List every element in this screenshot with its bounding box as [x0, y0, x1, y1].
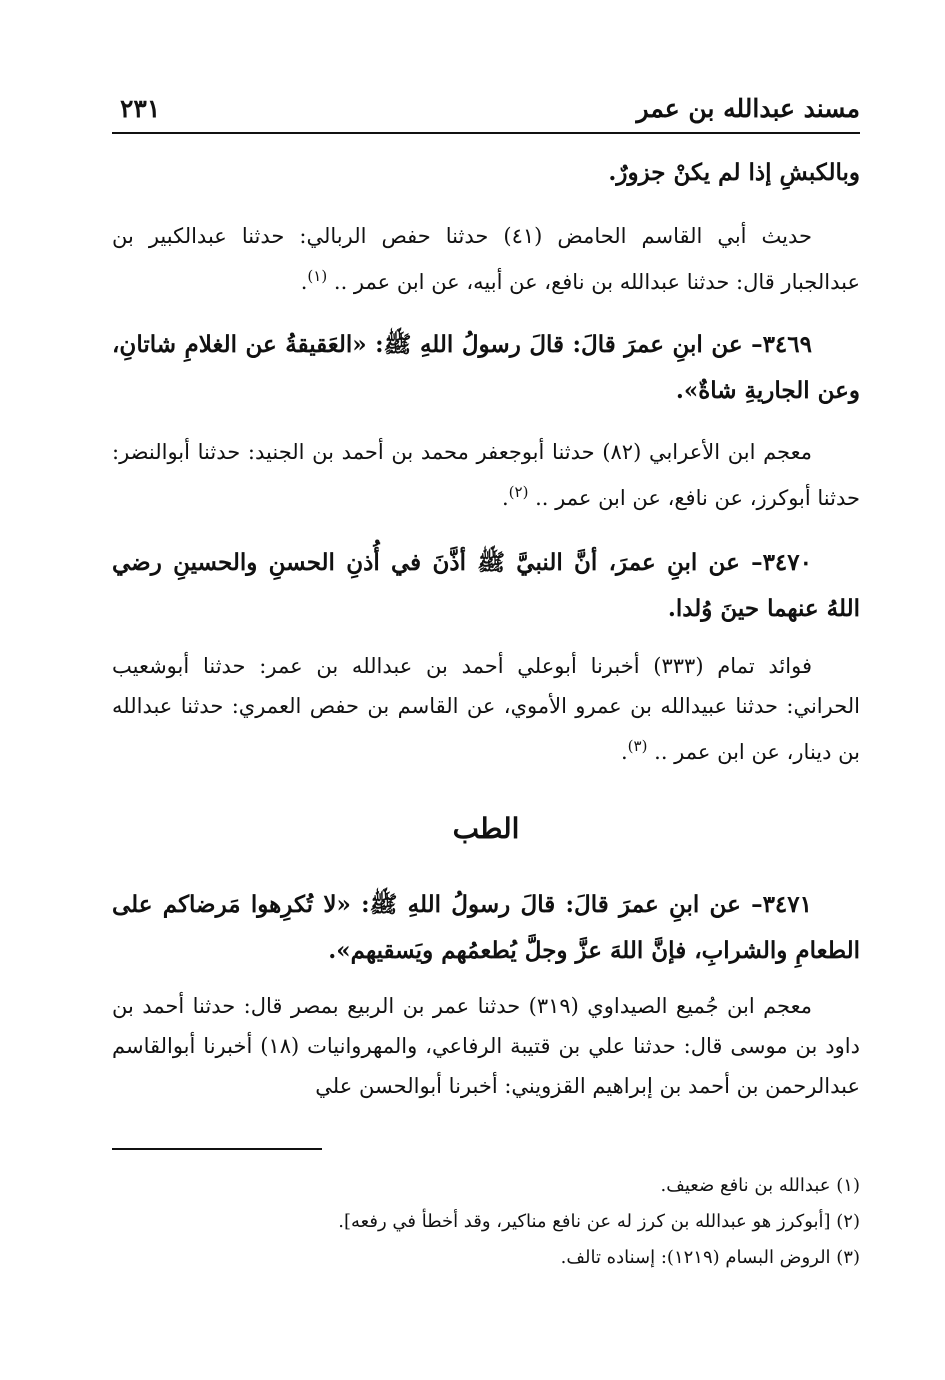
footnote-1: (١) عبدالله بن نافع ضعيف.	[660, 1175, 860, 1196]
source-paragraph-1: حديث أبي القاسم الحامض (٤١) حدثنا حفص الربالي: حدثنا عبدالكبير بن عبدالجبار قال: حدثنا عبدالله بن نافع، عن أبيه، عن ابن عمر .. $^{(١)}$.	[112, 224, 860, 294]
footnote-3: (٣) الروض البسام (١٢١٩): إسناده تالف.	[560, 1247, 860, 1268]
hadith-3470	[112, 540, 860, 632]
source-paragraph-2: معجم ابن الأعرابي (٨٢) حدثنا أبوجعفر محمد بن أحمد بن الجنيد: حدثنا أبوالنضر: حدثنا أبوكرز، عن نافع، عن ابن عمر .. $^{(٢)}$.	[112, 440, 860, 510]
footnote-divider	[112, 1148, 322, 1150]
header-title: مسند عبدالله بن عمر	[636, 94, 860, 123]
footnote-ref-2: (٢)	[508, 483, 529, 501]
continuation-line: وبالكبشِ إذا لم يكنْ جزورٌ.	[608, 159, 860, 186]
source-paragraph-4	[112, 986, 860, 1106]
source-2-text: معجم ابن الأعرابي (٨٢) حدثنا أبوجعفر محمد بن أحمد بن الجنيد: حدثنا أبوالنضر: حدثنا أبوكرز، عن نافع، عن ابن عمر ..	[112, 440, 860, 510]
footnote-ref-1: (١)	[307, 267, 328, 285]
source-paragraph-3: فوائد تمام (٣٣٣) أخبرنا أبوعلي أحمد بن عبدالله بن عمر: حدثنا أبوشعيب الحراني: حدثنا عبيدالله بن عمرو الأموي، عن القاسم بن حفص العمري: حدثنا عبدالله بن دينار، عن ابن عمر .. $^{(٣)}$.	[112, 654, 860, 764]
hadith-3470-text: ٣٤٧٠– عن ابنِ عمرَ، أنَّ النبيَّ ﷺ أذَّنَ في أُذنِ الحسنِ والحسينِ رضي اللهُ عنهما حينَ وُلدا.	[112, 549, 860, 622]
source-4-text: معجم ابن جُميع الصيداوي (٣١٩) حدثنا عمر بن الربيع بمصر قال: حدثنا أحمد بن داود بن موسى قال: حدثنا علي بن قتيبة الرفاعي، والمهروانيات (١٨) أخبرنا أبوالقاسم عبدالرحمن بن أحمد بن إبراهيم القزويني: أخبرنا أبوالحسن علي	[112, 994, 860, 1098]
hadith-3471	[112, 882, 860, 974]
source-3-text: فوائد تمام (٣٣٣) أخبرنا أبوعلي أحمد بن عبدالله بن عمر: حدثنا أبوشعيب الحراني: حدثنا عبيدالله بن عمرو الأموي، عن القاسم بن حفص العمري: حدثنا عبدالله بن دينار، عن ابن عمر ..	[112, 654, 860, 764]
hadith-3469-text: ٣٤٦٩– عن ابنِ عمرَ قالَ: قالَ رسولُ اللهِ ﷺ: «العَقيقةُ عن الغلامِ شاتانِ، وعن الجاريةِ شاةٌ».	[112, 331, 860, 404]
continuation-text	[112, 150, 860, 196]
footnote-ref-3: (٣)	[627, 737, 648, 755]
section-heading: الطب	[452, 812, 520, 845]
hadith-3469	[112, 322, 860, 414]
source-1-text: حديث أبي القاسم الحامض (٤١) حدثنا حفص الربالي: حدثنا عبدالكبير بن عبدالجبار قال: حدثنا عبدالله بن نافع، عن أبيه، عن ابن عمر ..	[112, 224, 860, 294]
running-header	[112, 92, 860, 134]
footnote-2: (٢) [أبوكرز هو عبدالله بن كرز له عن نافع مناكير، وقد أخطأ في رفعه].	[338, 1211, 860, 1232]
page-number: ٢٣١	[120, 94, 161, 123]
hadith-3471-text: ٣٤٧١– عن ابنِ عمرَ قالَ: قالَ رسولُ اللهِ ﷺ: «لا تُكرِهوا مَرضاكم على الطعامِ والشرابِ، فإنَّ اللهَ عزَّ وجلَّ يُطعمُهم ويَسقيهم».	[112, 891, 860, 964]
